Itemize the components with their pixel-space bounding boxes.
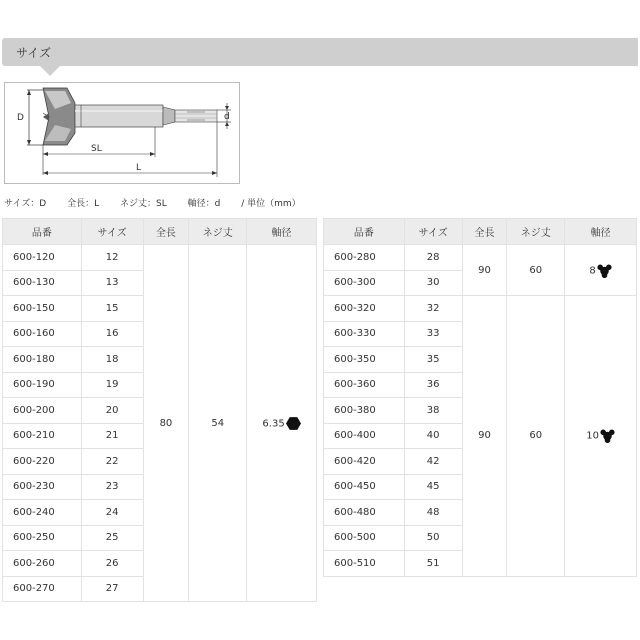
size-value: 48 [404,500,462,526]
size-value: 45 [404,474,462,500]
header-size: サイズ [404,219,462,245]
part-number: 600-120 [3,245,82,271]
size-value: 28 [404,245,462,271]
shaft-value: 8 [589,265,596,276]
section-header [2,38,638,66]
part-number: 600-270 [3,576,82,602]
table-header-row [3,219,317,245]
length-value: 80 [143,245,189,602]
length-value: 90 [462,296,507,577]
part-number: 600-480 [324,500,405,526]
legend-shaft: 軸径：d [187,199,221,209]
header-thread: ネジ丈 [189,219,247,245]
table-header-row [324,219,637,245]
thread-value: 60 [507,296,565,577]
part-number: 600-300 [324,270,405,296]
part-number: 600-250 [3,525,82,551]
part-number: 600-500 [324,525,405,551]
table-row [3,245,317,271]
size-value: 50 [404,525,462,551]
shaft-value: 10 [586,430,599,442]
size-value: 25 [81,525,143,551]
size-value: 35 [404,347,462,373]
size-value: 33 [404,321,462,347]
part-number: 600-400 [324,423,405,449]
size-value: 27 [81,576,143,602]
legend-thread: ネジ丈：SL [119,199,167,209]
header-part-number: 品番 [324,219,405,245]
dim-label-d: d [224,112,230,122]
size-value: 12 [81,245,143,271]
size-value: 16 [81,321,143,347]
header-length: 全長 [143,219,189,245]
part-number: 600-260 [3,551,82,577]
size-value: 15 [81,296,143,322]
part-number: 600-350 [324,347,405,373]
shaft-value: 6.35 [262,418,285,429]
table-row [324,296,637,322]
part-number: 600-280 [324,245,405,271]
spec-table-right [323,218,637,577]
drill-bit-drawing [5,83,239,183]
part-number: 600-150 [3,296,82,322]
part-number: 600-380 [324,398,405,424]
thread-value: 60 [507,245,565,296]
hexagon-icon [286,416,301,431]
header-part-number: 品番 [3,219,82,245]
part-number: 600-210 [3,423,82,449]
part-number: 600-220 [3,449,82,475]
dim-label-SL: SL [91,144,102,154]
legend-length: 全長：L [67,199,100,209]
size-value: 22 [81,449,143,475]
size-value: 18 [81,347,143,373]
shaft-cell [565,245,637,296]
dim-label-L: L [136,163,142,173]
part-number: 600-510 [324,551,405,577]
section-title: サイズ [16,46,52,60]
legend-unit: / 単位（mm） [241,199,301,209]
thread-value: 54 [189,245,247,602]
header-shaft: 軸径 [565,219,637,245]
part-number: 600-180 [3,347,82,373]
part-number: 600-240 [3,500,82,526]
part-number: 600-420 [324,449,405,475]
spec-table-left [2,218,317,602]
size-value: 40 [404,423,462,449]
size-value: 26 [81,551,143,577]
size-value: 32 [404,296,462,322]
tri-lobe-shank-icon [597,263,612,278]
size-value: 23 [81,474,143,500]
dimension-legend [4,196,319,209]
legend-size: サイズ：D [4,199,47,209]
part-number: 600-200 [3,398,82,424]
size-value: 51 [404,551,462,577]
part-number: 600-320 [324,296,405,322]
part-number: 600-160 [3,321,82,347]
header-length: 全長 [462,219,507,245]
size-value: 21 [81,423,143,449]
size-value: 38 [404,398,462,424]
size-value: 42 [404,449,462,475]
table-row [324,245,637,271]
size-value: 30 [404,270,462,296]
part-number: 600-190 [3,372,82,398]
header-pointer-arrow [40,66,60,76]
dim-label-D: D [17,113,24,123]
size-value: 24 [81,500,143,526]
size-value: 13 [81,270,143,296]
drill-bit-diagram [4,82,240,184]
size-value: 36 [404,372,462,398]
header-thread: ネジ丈 [507,219,565,245]
tri-lobe-shank-icon [600,428,615,443]
part-number: 600-130 [3,270,82,296]
part-number: 600-230 [3,474,82,500]
shaft-cell [565,296,637,577]
part-number: 600-360 [324,372,405,398]
size-value: 19 [81,372,143,398]
header-size: サイズ [81,219,143,245]
size-value: 20 [81,398,143,424]
length-value: 90 [462,245,507,296]
part-number: 600-450 [324,474,405,500]
shaft-cell [247,245,317,602]
header-shaft: 軸径 [247,219,317,245]
part-number: 600-330 [324,321,405,347]
